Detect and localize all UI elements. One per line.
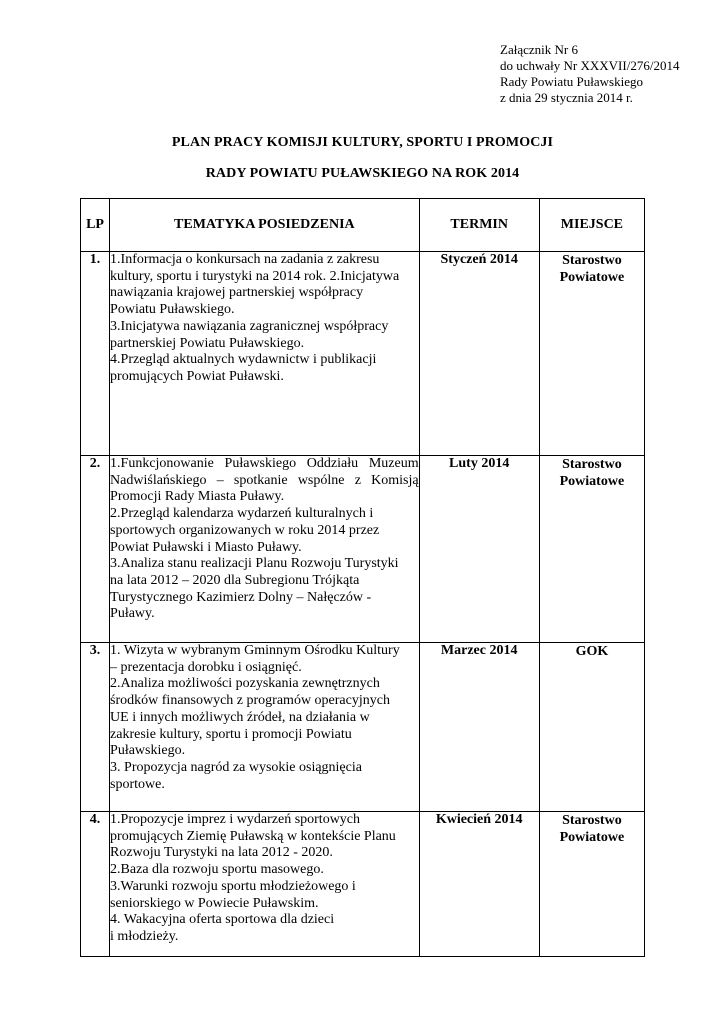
row-number: 1.	[81, 252, 110, 456]
topic-line: 2.Baza dla rozwoju sportu masowego.	[110, 862, 324, 878]
table-row	[81, 252, 645, 456]
row-topic	[110, 456, 420, 643]
place-line: Powiatowe	[559, 270, 625, 285]
topic-line: 1. Wizyta w wybranym Gminnym Ośrodku Kultury	[110, 643, 400, 658]
row-topic	[110, 252, 420, 456]
row-number: 2.	[81, 456, 110, 643]
header-term: TERMIN	[419, 199, 539, 252]
topic-line: 4. Wakacyjna oferta sportowa dla dzieci	[110, 912, 335, 928]
place-line: Starostwo	[562, 457, 622, 472]
topic-line: 3.Analiza stanu realizacji Planu Rozwoju Turystyki	[110, 556, 399, 572]
row-number: 3.	[81, 643, 110, 812]
table-row	[81, 456, 645, 643]
table-row	[81, 643, 645, 812]
topic-line: promujących Ziemię Puławską w kontekście Planu	[110, 828, 396, 844]
header-topic: TEMATYKA POSIEDZENIA	[110, 199, 420, 252]
row-topic	[110, 812, 420, 957]
document-title: PLAN PRACY KOMISJI KULTURY, SPORTU I PROMOCJI	[171, 135, 554, 150]
attachment-note	[500, 42, 679, 106]
row-number: 4.	[81, 812, 110, 957]
topic-line: 4.Przegląd aktualnych wydawnictw i publikacji	[110, 352, 377, 368]
table-header-row	[81, 199, 645, 252]
header-lp: LP	[81, 199, 110, 252]
topic-line: Promocji Rady Miasta Puławy.	[110, 489, 285, 505]
topic-line: 1.Propozycje imprez i wydarzeń sportowych	[110, 812, 361, 827]
topic-line: Turystycznego Kazimierz Dolny – Nałęczów -	[110, 589, 372, 605]
topic-line: – prezentacja dorobku i osiągnięć.	[110, 659, 302, 675]
attachment-note-line: Rady Powiatu Puławskiego	[500, 74, 643, 89]
place-line: Powiatowe	[559, 474, 625, 489]
row-term: Luty 2014	[419, 456, 539, 643]
topic-line: nawiązania krajowej partnerskiej współpracy	[110, 285, 364, 301]
place-line: Powiatowe	[559, 830, 625, 845]
topic-line: Powiatu Puławskiego.	[110, 302, 235, 318]
row-place	[539, 643, 644, 812]
topic-line: sportowych organizowanych w roku 2014 przez	[110, 522, 380, 538]
row-place	[539, 812, 644, 957]
topic-line: na lata 2012 – 2020 dla Subregionu Trójkąta	[110, 572, 360, 588]
place-line: Starostwo	[562, 813, 622, 828]
row-term: Kwiecień 2014	[419, 812, 539, 957]
topic-line: sportowe.	[110, 776, 165, 792]
topic-line: promujących Powiat Puławski.	[110, 368, 284, 384]
topic-line: 2.Analiza możliwości pozyskania zewnętrznych	[110, 676, 380, 692]
row-term: Styczeń 2014	[419, 252, 539, 456]
topic-line: Powiat Puławski i Miasto Puławy.	[110, 539, 302, 555]
topic-line: Nadwiślańskiego – spotkanie wspólne z Komisją	[110, 472, 419, 488]
topic-line: 2.Przegląd kalendarza wydarzeń kulturalnych i	[110, 506, 374, 522]
row-place	[539, 456, 644, 643]
topic-line: zakresie kultury, sportu i promocji Powiatu	[110, 726, 352, 742]
header-place: MIEJSCE	[539, 199, 644, 252]
topic-line: seniorskiego w Powiecie Puławskim.	[110, 895, 319, 911]
topic-line: 3. Propozycja nagród za wysokie osiągnięcia	[110, 759, 362, 775]
row-place	[539, 252, 644, 456]
topic-line: 3.Warunki rozwoju sportu młodzieżowego i	[110, 878, 356, 894]
place-line: GOK	[575, 644, 609, 659]
topic-line: Puławskiego.	[110, 743, 186, 759]
row-topic	[110, 643, 420, 812]
attachment-note-line: z dnia 29 stycznia 2014 r.	[500, 90, 633, 105]
topic-line: 1.Funkcjonowanie Puławskiego Oddziału Muzeum	[110, 456, 419, 471]
topic-line: kultury, sportu i turystyki na 2014 rok. 2.Inicjatywa	[110, 268, 400, 284]
attachment-note-line: do uchwały Nr XXXVII/276/2014	[500, 58, 680, 73]
topic-line: UE i innych możliwych źródeł, na działania w	[110, 709, 370, 725]
attachment-note-line: Załącznik Nr 6	[500, 42, 578, 57]
table-row	[81, 812, 645, 957]
topic-line: 3.Inicjatywa nawiązania zagranicznej współpracy	[110, 318, 389, 334]
topic-line: Rozwoju Turystyki na lata 2012 - 2020.	[110, 845, 333, 861]
topic-line: 1.Informacja o konkursach na zadania z zakresu	[110, 252, 380, 267]
topic-line: środków finansowych z programów operacyjnych	[110, 693, 390, 709]
topic-line: partnerskiej Powiatu Puławskiego.	[110, 335, 305, 351]
document-subtitle: RADY POWIATU PUŁAWSKIEGO NA ROK 2014	[205, 166, 520, 181]
topic-line: Puławy.	[110, 606, 155, 622]
topic-line: i młodzieży.	[110, 928, 179, 944]
place-line: Starostwo	[562, 253, 622, 268]
work-plan-table	[80, 198, 645, 957]
row-term: Marzec 2014	[419, 643, 539, 812]
